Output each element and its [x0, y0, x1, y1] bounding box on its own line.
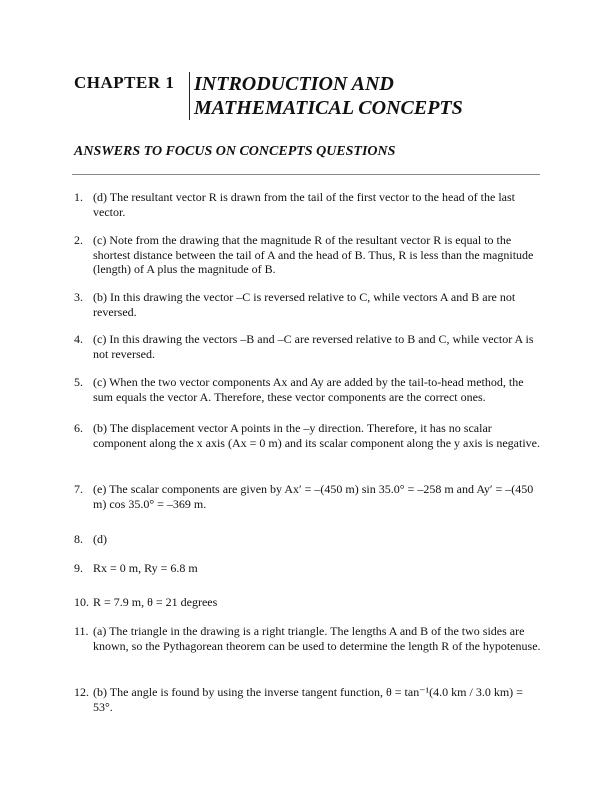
- answer-text: (d): [93, 532, 107, 546]
- section-heading: ANSWERS TO FOCUS ON CONCEPTS QUESTIONS: [74, 144, 396, 159]
- answer-item: [74, 561, 544, 576]
- answer-number: 6.: [74, 421, 83, 435]
- answer-text: (d) The resultant vector R is drawn from the tail of the first vector to the head of the last vector.: [93, 190, 515, 219]
- answer-item: [74, 685, 544, 714]
- answer-item: [74, 421, 544, 450]
- answer-number: 4.: [74, 332, 83, 346]
- answer-number: 9.: [74, 561, 83, 575]
- answer-number: 8.: [74, 532, 83, 546]
- answer-item: [74, 233, 544, 277]
- chapter-title-line1: INTRODUCTION AND: [194, 73, 394, 95]
- answer-number: 7.: [74, 482, 83, 496]
- answer-item: [74, 595, 544, 610]
- answer-text: (a) The triangle in the drawing is a right triangle. The lengths A and B of the two sides are known, so the Pythagorean theorem can be used to determine the length R of the hypotenuse.: [93, 624, 541, 653]
- answer-item: [74, 190, 544, 219]
- answer-text: R = 7.9 m, θ = 21 degrees: [93, 595, 218, 609]
- answer-item: [74, 290, 544, 319]
- answer-number: 10.: [74, 595, 89, 609]
- answer-number: 12.: [74, 685, 89, 699]
- horizontal-divider: [72, 174, 540, 175]
- answer-number: 3.: [74, 290, 83, 304]
- chapter-title-line2: MATHEMATICAL CONCEPTS: [194, 97, 463, 119]
- answer-item: [74, 332, 544, 361]
- answer-text: (b) In this drawing the vector –C is reversed relative to C, while vectors A and B are not reversed.: [93, 290, 516, 319]
- answer-item: [74, 532, 544, 547]
- answer-text: Rx = 0 m, Ry = 6.8 m: [93, 561, 198, 575]
- chapter-header: [74, 72, 463, 120]
- answer-text: (c) When the two vector components Ax and Ay are added by the tail-to-head method, the sum equals the vector A. Therefore, these vector components are the correct ones.: [93, 375, 524, 404]
- chapter-title: [189, 72, 463, 120]
- answer-number: 11.: [74, 624, 89, 638]
- chapter-number: CHAPTER 1: [74, 73, 175, 92]
- answer-text: (b) The angle is found by using the inverse tangent function, θ = tan⁻¹(4.0 km / 3.0 km) = 53°.: [93, 685, 523, 714]
- answer-text: (c) Note from the drawing that the magnitude R of the resultant vector R is equal to the shortest distance between the tail of A and the head of B. Thus, R is less than the magnitude (length) of A plus the magnitude of B.: [93, 233, 534, 276]
- answer-number: 2.: [74, 233, 83, 247]
- answer-item: [74, 375, 544, 404]
- answer-number: 5.: [74, 375, 83, 389]
- answer-item: [74, 482, 544, 511]
- answer-text: (c) In this drawing the vectors –B and –C are reversed relative to B and C, while vector A is not reversed.: [93, 332, 534, 361]
- answer-item: [74, 624, 544, 653]
- answer-text: (b) The displacement vector A points in the –y direction. Therefore, it has no scalar component along the x axis (Ax = 0 m) and its scalar component along the y axis is negative.: [93, 421, 540, 450]
- answer-number: 1.: [74, 190, 83, 204]
- answer-text: (e) The scalar components are given by Ax′ = –(450 m) sin 35.0° = –258 m and Ay′ = –(450 m) cos 35.0° = –369 m.: [93, 482, 534, 511]
